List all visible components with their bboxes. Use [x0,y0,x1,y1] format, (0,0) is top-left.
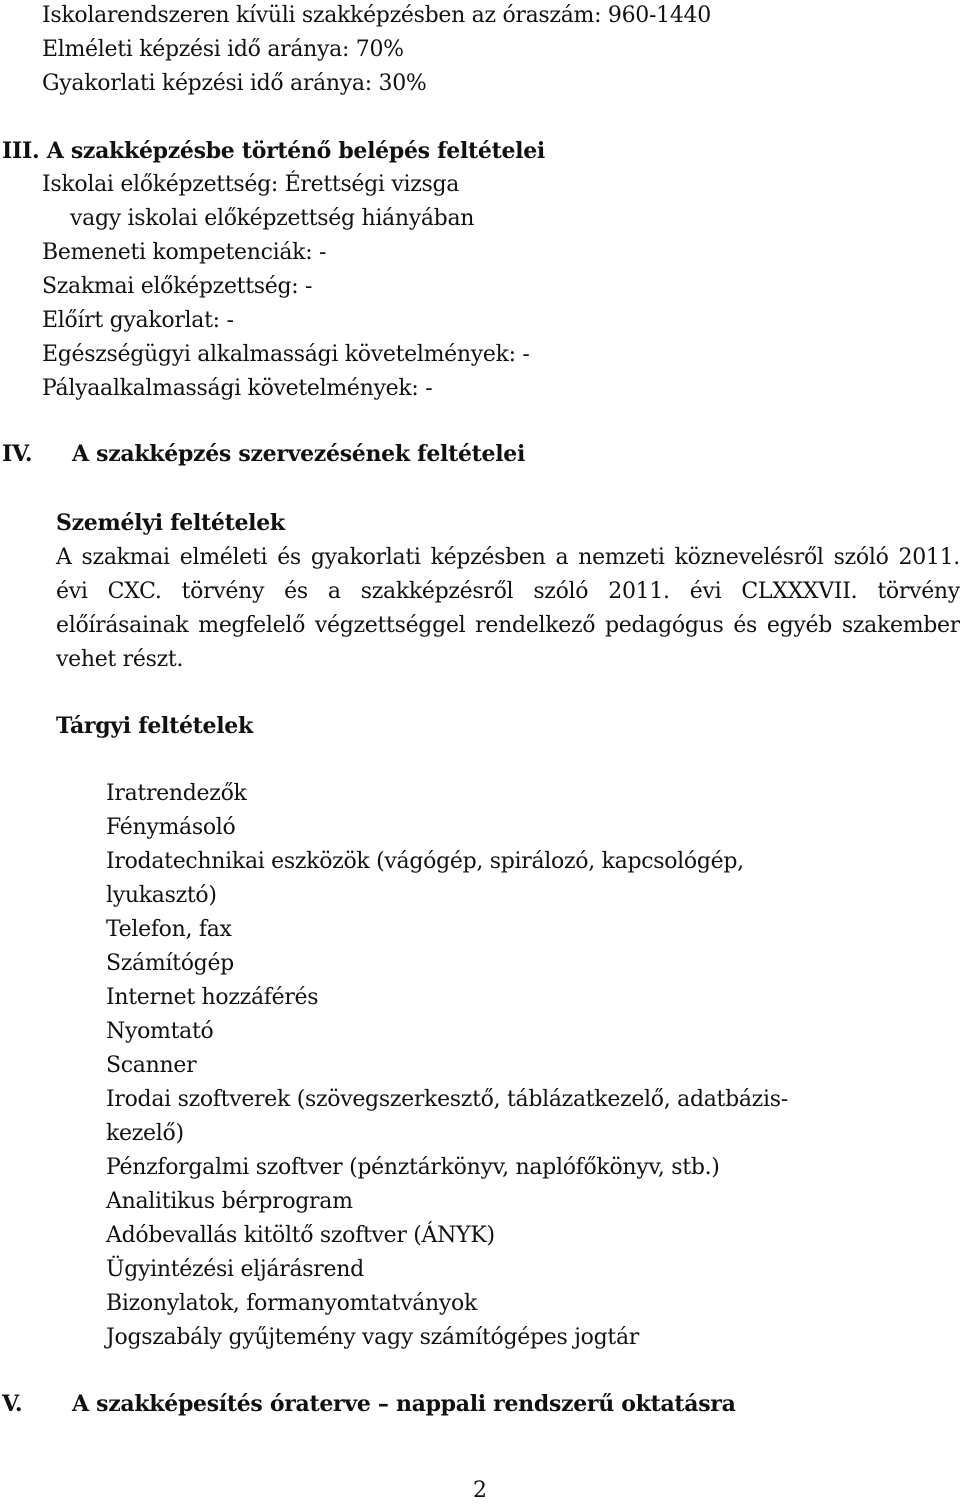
section3-item: Iskolai előképzettség: Érettségi vizsga [42,172,460,197]
material-item: Nyomtató [106,1019,214,1044]
section3-title: III. A szakképzésbe történő belépés feltételei [2,138,545,164]
section5-numeral: V. [2,1391,23,1417]
material-item: Analitikus bérprogram [106,1189,353,1214]
material-item: Jogszabály gyűjtemény vagy számítógépes jogtár [106,1325,639,1350]
section3-item: Bemeneti kompetenciák: - [42,240,327,265]
section5-title: A szakképesítés óraterve – nappali rendszerű oktatásra [72,1391,736,1417]
personal-line: vehet részt. [56,647,184,672]
material-item: Irodai szoftverek (szövegszerkesztő, táblázatkezelő, adatbázis- [106,1087,788,1112]
section3-item: Előírt gyakorlat: - [42,308,234,333]
theory-ratio-line: Elméleti képzési idő aránya: 70% [42,37,404,62]
material-item: Adóbevallás kitöltő szoftver (ÁNYK) [106,1223,495,1248]
personal-heading: Személyi feltételek [56,510,285,536]
material-item: Fénymásoló [106,815,236,840]
material-item: Ügyintézési eljárásrend [106,1257,364,1282]
material-item: lyukasztó) [106,883,217,908]
personal-line: előírásainak megfelelő végzettséggel rendelkező pedagógus és egyéb szakember [56,613,960,638]
material-item: Irodatechnikai eszközök (vágógép, spirálozó, kapcsológép, [106,849,744,874]
material-heading: Tárgyi feltételek [56,713,253,739]
material-item: kezelő) [106,1121,184,1146]
section4-numeral: IV. [2,441,33,467]
material-item: Iratrendezők [106,781,247,806]
section3-item: Szakmai előképzettség: - [42,274,313,299]
material-item: Telefon, fax [106,917,232,942]
material-item: Pénzforgalmi szoftver (pénztárkönyv, naplófőkönyv, stb.) [106,1155,720,1180]
personal-line: A szakmai elméleti és gyakorlati képzésben a nemzeti köznevelésről szóló 2011. [56,545,960,570]
personal-line: évi CXC. törvény és a szakképzésről szóló 2011. évi CLXXXVII. törvény [56,579,960,604]
material-item: Számítógép [106,951,234,976]
material-item: Internet hozzáférés [106,985,319,1010]
section3-item: Egészségügyi alkalmassági követelmények: - [42,342,530,367]
section3-item: Pályaalkalmassági követelmények: - [42,376,433,401]
section3-item: vagy iskolai előképzettség hiányában [70,206,475,231]
hours-line: Iskolarendszeren kívüli szakképzésben az óraszám: 960-1440 [42,3,711,28]
material-item: Scanner [106,1053,197,1078]
section4-title: A szakképzés szervezésének feltételei [72,441,526,467]
practice-ratio-line: Gyakorlati képzési idő aránya: 30% [42,71,427,96]
page-number: 2 [473,1478,487,1503]
material-item: Bizonylatok, formanyomtatványok [106,1291,477,1316]
